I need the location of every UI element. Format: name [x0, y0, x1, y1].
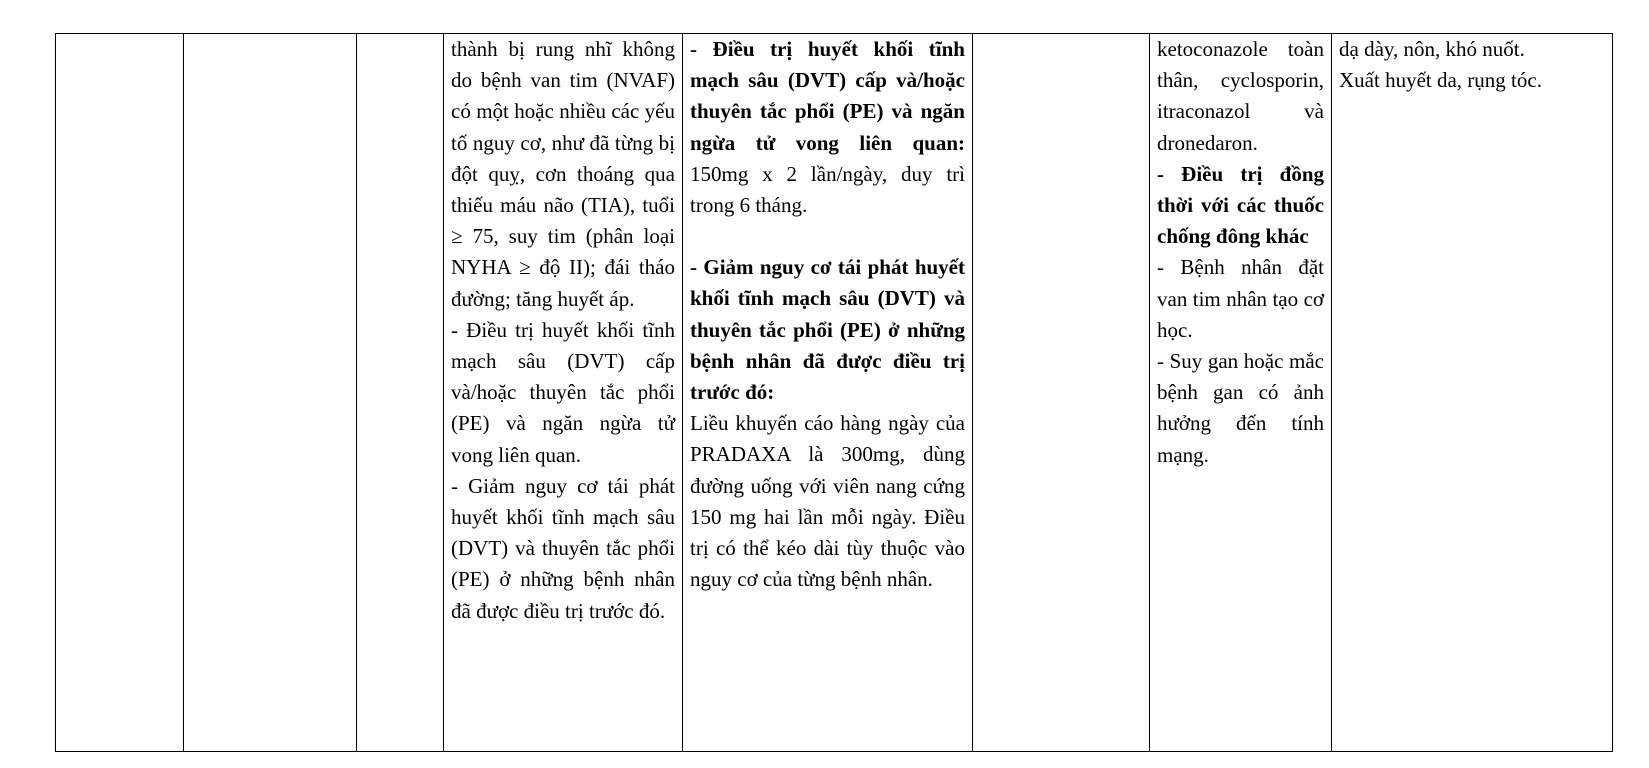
table-cell-col3	[357, 34, 444, 752]
table-cell-col6	[973, 34, 1150, 752]
paragraph-gap	[690, 221, 965, 252]
indication-paragraph-2: - Điều trị huyết khối tĩnh mạch sâu (DVT) cấp và/hoặc thuyên tắc phổi (PE) và ngăn ngừa tử vong liên quan.	[451, 317, 675, 467]
contraindication-paragraph-4: - Suy gan hoặc mắc bệnh gan có ảnh hưởng đến tính mạng.	[1157, 349, 1324, 467]
table-cell-col2	[184, 34, 357, 752]
indication-paragraph-3: - Giảm nguy cơ tái phát huyết khối tĩnh mạch sâu (DVT) và thuyên tắc phổi (PE) ở những bệnh nhân đã được điều trị trước đó.	[451, 473, 675, 623]
dosage-section-1	[690, 34, 965, 221]
table-cell-indications	[444, 34, 683, 752]
table-cell-side-effects	[1332, 34, 1613, 752]
dosage-section-1-text: 150mg x 2 lần/ngày, duy trì trong 6 tháng.	[690, 161, 965, 218]
dosage-section-1-heading: - Điều trị huyết khối tĩnh mạch sâu (DVT) cấp và/hoặc thuyên tắc phổi (PE) và ngăn ngừa tử vong liên quan:	[690, 37, 965, 155]
table-cell-col1	[56, 34, 184, 752]
indication-paragraph-1: thành bị rung nhĩ không do bệnh van tim (NVAF) có một hoặc nhiều các yếu tố nguy cơ, như đã từng bị đột quỵ, cơn thoáng qua thiếu máu não (TIA), tuổi ≥ 75, suy tim (phân loại NYHA ≥ độ II); đái tháo đường; tăng huyết áp.	[451, 37, 675, 311]
table-cell-contraindications	[1150, 34, 1332, 752]
side-effect-paragraph-2: Xuất huyết da, rụng tóc.	[1339, 68, 1542, 93]
contraindication-paragraph-1: ketoconazole toàn thân, cyclosporin, itraconazol và dronedaron.	[1157, 37, 1324, 155]
dosage-section-2-heading: - Giảm nguy cơ tái phát huyết khối tĩnh mạch sâu (DVT) và thuyên tắc phổi (PE) ở những bệnh nhân đã được điều trị trước đó:	[690, 255, 965, 405]
side-effect-paragraph-1: dạ dày, nôn, khó nuốt.	[1339, 37, 1525, 61]
contraindication-paragraph-2: - Điều trị đồng thời với các thuốc chống đông khác	[1157, 161, 1324, 249]
table-row	[56, 34, 1613, 752]
table-cell-dosage	[683, 34, 973, 752]
drug-info-table	[55, 33, 1613, 752]
dosage-section-2-text: Liều khuyến cáo hàng ngày của PRADAXA là 300mg, dùng đường uống với viên nang cứng 150 mg hai lần mỗi ngày. Điều trị có thể kéo dài tùy thuộc vào nguy cơ của từng bệnh nhân.	[690, 411, 965, 592]
contraindication-paragraph-3: - Bệnh nhân đặt van tim nhân tạo cơ học.	[1157, 255, 1324, 342]
